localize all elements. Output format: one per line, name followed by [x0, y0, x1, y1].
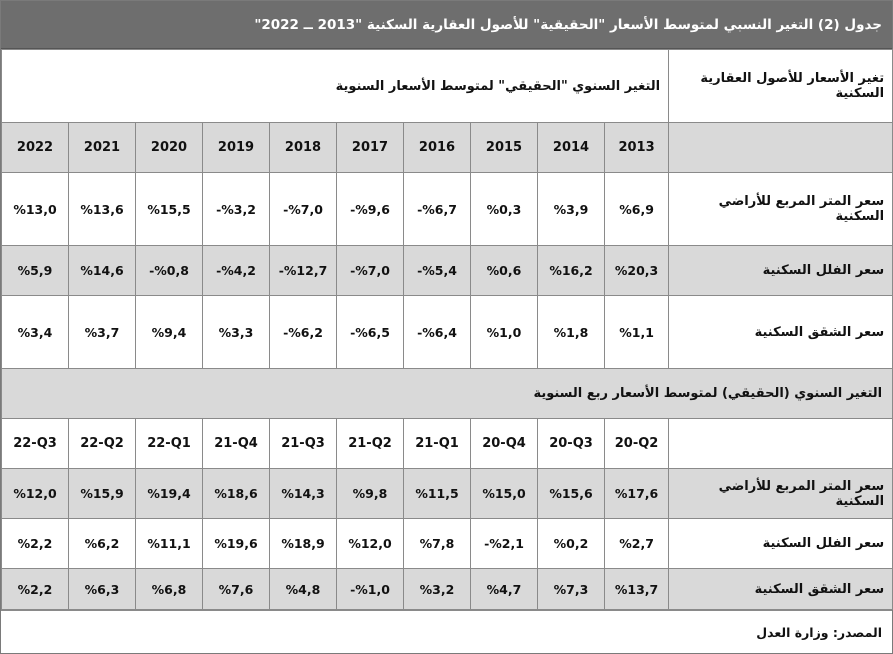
- value-cell: %4,8: [270, 569, 337, 610]
- value-cell: %5,9: [2, 246, 69, 296]
- value-cell: %2,2: [2, 519, 69, 569]
- quarter-cell: 22-Q1: [136, 419, 203, 469]
- value-cell: %6,2: [69, 519, 136, 569]
- row-label: سعر الشقق السكنية: [669, 296, 893, 369]
- value-cell: %9,4: [136, 296, 203, 369]
- value-cell: %2,7: [605, 519, 669, 569]
- row-label: سعر المتر المربع للأراضي السكنية: [669, 469, 893, 519]
- annual-row-villas: [2, 246, 893, 296]
- value-cell: -%0,8: [136, 246, 203, 296]
- value-cell: %14,3: [270, 469, 337, 519]
- year-cell: 2013: [605, 123, 669, 173]
- quarters-row: [2, 419, 893, 469]
- quarter-cell: 22-Q2: [69, 419, 136, 469]
- value-cell: %6,3: [69, 569, 136, 610]
- year-cell: 2021: [69, 123, 136, 173]
- value-cell: -%9,6: [337, 173, 404, 246]
- quarterly-row-apartments: [2, 569, 893, 610]
- value-cell: %14,6: [69, 246, 136, 296]
- header-row: [2, 50, 893, 123]
- value-cell: %2,2: [2, 569, 69, 610]
- value-cell: -%12,7: [270, 246, 337, 296]
- value-cell: %6,9: [605, 173, 669, 246]
- quarterly-section-label: التغير السنوي (الحقيقي) لمتوسط الأسعار ربع السنوية: [2, 369, 893, 419]
- year-cell: 2017: [337, 123, 404, 173]
- quarter-cell: 21-Q3: [270, 419, 337, 469]
- table-title-text: جدول (2) التغير النسبي لمتوسط الأسعار "الحقيقية" للأصول العقارية السكنية "2013 ــ 2022": [254, 16, 882, 33]
- year-cell: 2022: [2, 123, 69, 173]
- row-label: سعر الفلل السكنية: [669, 246, 893, 296]
- value-cell: %1,0: [471, 296, 538, 369]
- years-corner-cell: [669, 123, 893, 173]
- annual-header-cell: [2, 50, 669, 123]
- annual-header-label: التغير السنوي "الحقيقي" لمتوسط الأسعار السنوية: [335, 78, 661, 94]
- value-cell: %18,6: [203, 469, 270, 519]
- value-cell: %11,5: [404, 469, 471, 519]
- annual-row-apartments: [2, 296, 893, 369]
- quarter-cell: 21-Q2: [337, 419, 404, 469]
- quarters-corner-cell: [669, 419, 893, 469]
- value-cell: %3,4: [2, 296, 69, 369]
- year-cell: 2020: [136, 123, 203, 173]
- value-cell: %3,9: [538, 173, 605, 246]
- value-cell: %0,2: [538, 519, 605, 569]
- value-cell: -%6,4: [404, 296, 471, 369]
- row-label: سعر الشقق السكنية: [669, 569, 893, 610]
- value-cell: %1,8: [538, 296, 605, 369]
- value-cell: -%6,2: [270, 296, 337, 369]
- year-cell: 2019: [203, 123, 270, 173]
- value-cell: %16,2: [538, 246, 605, 296]
- value-cell: %11,1: [136, 519, 203, 569]
- value-cell: %17,6: [605, 469, 669, 519]
- value-cell: -%6,5: [337, 296, 404, 369]
- annual-row-land: [2, 173, 893, 246]
- year-cell: 2015: [471, 123, 538, 173]
- year-cell: 2014: [538, 123, 605, 173]
- value-cell: %0,6: [471, 246, 538, 296]
- value-cell: %13,0: [2, 173, 69, 246]
- quarterly-row-villas: [2, 519, 893, 569]
- value-cell: %15,6: [538, 469, 605, 519]
- value-cell: %19,4: [136, 469, 203, 519]
- value-cell: %3,3: [203, 296, 270, 369]
- quarter-cell: 20-Q3: [538, 419, 605, 469]
- value-cell: %19,6: [203, 519, 270, 569]
- year-cell: 2018: [270, 123, 337, 173]
- table-title: [1, 1, 892, 49]
- price-change-table: [1, 49, 893, 610]
- row-label: سعر الفلل السكنية: [669, 519, 893, 569]
- value-cell: -%5,4: [404, 246, 471, 296]
- value-cell: %0,3: [471, 173, 538, 246]
- value-cell: %3,7: [69, 296, 136, 369]
- value-cell: -%4,2: [203, 246, 270, 296]
- value-cell: %9,8: [337, 469, 404, 519]
- value-cell: -%2,1: [471, 519, 538, 569]
- value-cell: %13,7: [605, 569, 669, 610]
- source-text: المصدر: وزارة العدل: [756, 624, 882, 640]
- value-cell: %15,5: [136, 173, 203, 246]
- years-row: [2, 123, 893, 173]
- quarter-cell: 20-Q4: [471, 419, 538, 469]
- row-label: سعر المتر المربع للأراضي السكنية: [669, 173, 893, 246]
- value-cell: %15,0: [471, 469, 538, 519]
- value-cell: -%1,0: [337, 569, 404, 610]
- value-cell: %7,8: [404, 519, 471, 569]
- value-cell: %12,0: [2, 469, 69, 519]
- value-cell: %3,2: [404, 569, 471, 610]
- quarterly-row-land: [2, 469, 893, 519]
- value-cell: %6,8: [136, 569, 203, 610]
- quarter-cell: 21-Q1: [404, 419, 471, 469]
- quarterly-section-row: [2, 369, 893, 419]
- year-cell: 2016: [404, 123, 471, 173]
- value-cell: %13,6: [69, 173, 136, 246]
- value-cell: %7,3: [538, 569, 605, 610]
- value-cell: %15,9: [69, 469, 136, 519]
- value-cell: %7,6: [203, 569, 270, 610]
- row-header-label: تغير الأسعار للأصول العقارية السكنية: [700, 71, 885, 101]
- row-header-cell: [669, 50, 893, 123]
- quarter-cell: 20-Q2: [605, 419, 669, 469]
- value-cell: %18,9: [270, 519, 337, 569]
- value-cell: -%6,7: [404, 173, 471, 246]
- value-cell: %1,1: [605, 296, 669, 369]
- value-cell: -%7,0: [337, 246, 404, 296]
- quarter-cell: 22-Q3: [2, 419, 69, 469]
- value-cell: -%3,2: [203, 173, 270, 246]
- source-footer: [1, 610, 892, 653]
- value-cell: -%7,0: [270, 173, 337, 246]
- quarter-cell: 21-Q4: [203, 419, 270, 469]
- value-cell: %20,3: [605, 246, 669, 296]
- value-cell: %12,0: [337, 519, 404, 569]
- value-cell: %4,7: [471, 569, 538, 610]
